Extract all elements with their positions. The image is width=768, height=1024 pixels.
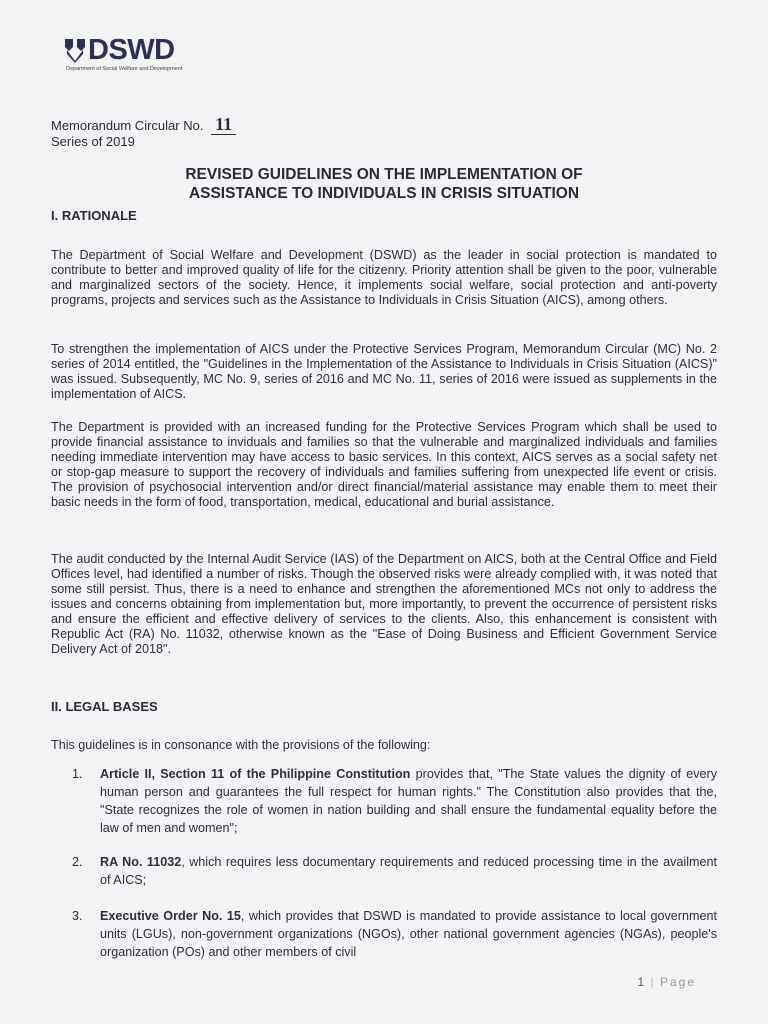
dswd-logo (64, 36, 182, 72)
rationale-paragraph-4: The audit conducted by the Internal Audit Service (IAS) of the Department on AICS, both at the Central Office and Field Offices level, had identified a number of risks. Though the observed risks were already complied with, it was noted that some still persist. Thus, there is a need to enhance and strengthen the aforementioned MCs not only to address the issues and concerns obtaining from implementation but, more importantly, to prevent the occurrence of persistent risks and ensure the efficient and effective delivery of services to the clients. Also, this enhancement is consistent with Republic Act (RA) No. 11032, otherwise known as the "Ease of Doing Business and Efficient Government Service Delivery Act of 2018". (51, 552, 717, 656)
rationale-paragraph-3: The Department is provided with an increased funding for the Protective Services Program which shall be used to provide financial assistance to inviduals and families so that the vulnerable and marginalized individuals and families needing immediate intervention may have access to basic services. In this context, AICS serves as a social safety net or stop-gap measure to support the recovery of individuals and families suffering from unexpected life event or crisis. The provision of psychosocial intervention and/or direct financial/material assistance may enable them to meet their basic needs in the form of food, transportation, medical, educational and burial assistance. (51, 420, 717, 509)
item-bold: Article II, Section 11 of the Philippine Constitution (100, 767, 411, 781)
item-number: 3. (72, 909, 83, 923)
rationale-heading: I. RATIONALE (51, 208, 137, 223)
rationale-paragraph-2: To strengthen the implementation of AICS under the Protective Services Program, Memorandum Circular (MC) No. 2 series of 2014 entitled, the "Guidelines in the Implementation of the Assistance to Individuals in Crisis Situation (AICS)" was issued. Subsequently, MC No. 9, series of 2016 and MC No. 11, series of 2016 were issued as supplements in the implementation of AICS. (51, 342, 717, 401)
item-number: 1. (72, 767, 83, 781)
item-text: , which requires less documentary requirements and reduced processing time in the availment of AICS; (100, 855, 717, 887)
legal-basis-item (72, 853, 717, 889)
legal-basis-item (72, 765, 717, 837)
item-bold: RA No. 11032 (100, 855, 182, 869)
dswd-emblem-icon (64, 37, 86, 63)
item-bold: Executive Order No. 15 (100, 909, 241, 923)
memo-number: 11 (211, 114, 236, 135)
title-line-1: REVISED GUIDELINES ON THE IMPLEMENTATION OF (185, 166, 583, 183)
item-number: 2. (72, 855, 83, 869)
legal-bases-heading: II. LEGAL BASES (51, 699, 158, 714)
rationale-paragraph-1: The Department of Social Welfare and Development (DSWD) as the leader in social protection is mandated to contribute to better and improved quality of life for the citizenry. Priority attention shall be given to the poor, vulnerable and marginalized sectors of the society. Hence, it implements social welfare, social protection and anti-poverty programs, projects and services such as the Assistance to Individuals in Crisis Situation (AICS), among others. (51, 248, 717, 307)
logo-subtitle: Department of Social Welfare and Development (66, 66, 183, 72)
page-number: 1 (637, 975, 645, 989)
memo-header (51, 116, 236, 150)
footer-separator: | (650, 975, 654, 989)
legal-bases-intro: This guidelines is in consonance with the provisions of the following: (51, 738, 431, 752)
item-text: provides that, "The State values the dignity of every human person and guarantees the full respect for human rights." The Constitution also provides that the, "State recognizes the role of women in nation building and shall ensure the fundamental equality before the law of men and women"; (100, 767, 717, 835)
item-text: , which provides that DSWD is mandated to provide assistance to local government units (LGUs), non-government organizations (NGOs), other national government agencies (NGAs), people's organization (POs) and other members of civil (100, 909, 717, 959)
page-word: Page (659, 975, 696, 989)
title-line-2: ASSISTANCE TO INDIVIDUALS IN CRISIS SITUATION (188, 185, 580, 202)
memo-series: Series of 2019 (51, 134, 135, 149)
document-title (51, 165, 717, 203)
page-footer (637, 975, 696, 989)
memo-label: Memorandum Circular No. (51, 118, 204, 133)
logo-text: DSWD (88, 34, 175, 66)
legal-basis-item (72, 907, 717, 961)
